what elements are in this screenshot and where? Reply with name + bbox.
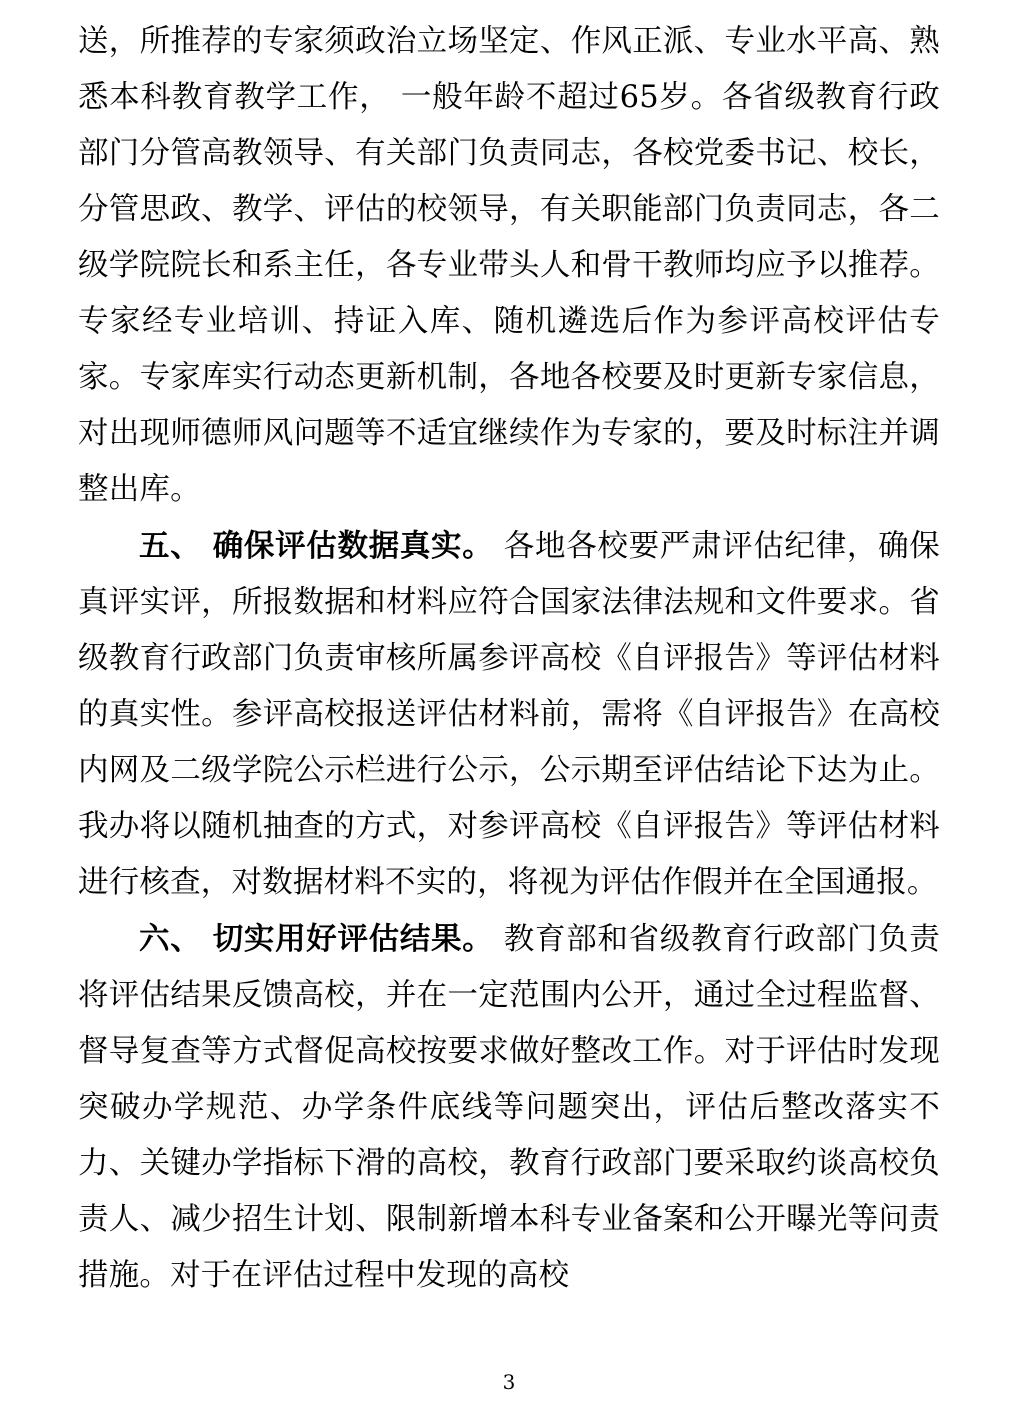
paragraph-2 [78, 518, 940, 911]
page-number: 3 [502, 1370, 516, 1394]
section-heading-six: 六、 切实用好评估结果。 [139, 921, 494, 957]
paragraph-1-text: 送，所推荐的专家须政治立场坚定、作风正派、专业水平高、熟悉本科教育教学工作， 一般年龄不超过65岁。各省级教育行政部门分管高教领导、有关部门负责同志，各校党委书记、校长，分管思政、教学、评估的校领导，有关职能部门负责同志，各二级学院院长和系主任，各专业带头人和骨干教师均应予以推荐。专家经专业培训、持证入库、随机遴选后作为参评高校评估专家。专家库实行动态更新机制，各地各校要及时更新专家信息，对出现师德师风问题等不适宜继续作为专家的，要及时标注并调整出库。 [78, 24, 940, 507]
section-heading-five: 五、 确保评估数据真实。 [139, 528, 494, 564]
paragraph-1 [78, 14, 940, 518]
paragraph-3 [78, 911, 940, 1304]
document-body [78, 14, 940, 1304]
paragraph-3-text: 教育部和省级教育行政部门负责将评估结果反馈高校，并在一定范围内公开，通过全过程监督、督导复查等方式督促高校按要求做好整改工作。对于评估时发现突破办学规范、办学条件底线等问题突出，评估后整改落实不力、关键办学指标下滑的高校，教育行政部门要采取约谈高校负责人、减少招生计划、限制新增本科专业备案和公开曝光等问责措施。对于在评估过程中发现的高校 [78, 922, 940, 1293]
paragraph-2-text: 各地各校要严肃评估纪律，确保真评实评，所报数据和材料应符合国家法律法规和文件要求。省级教育行政部门负责审核所属参评高校《自评报告》等评估材料的真实性。参评高校报送评估材料前，需将《自评报告》在高校内网及二级学院公示栏进行公示，公示期至评估结论下达为止。我办将以随机抽查的方式，对参评高校《自评报告》等评估材料进行核查，对数据材料不实的，将视为评估作假并在全国通报。 [78, 529, 940, 900]
